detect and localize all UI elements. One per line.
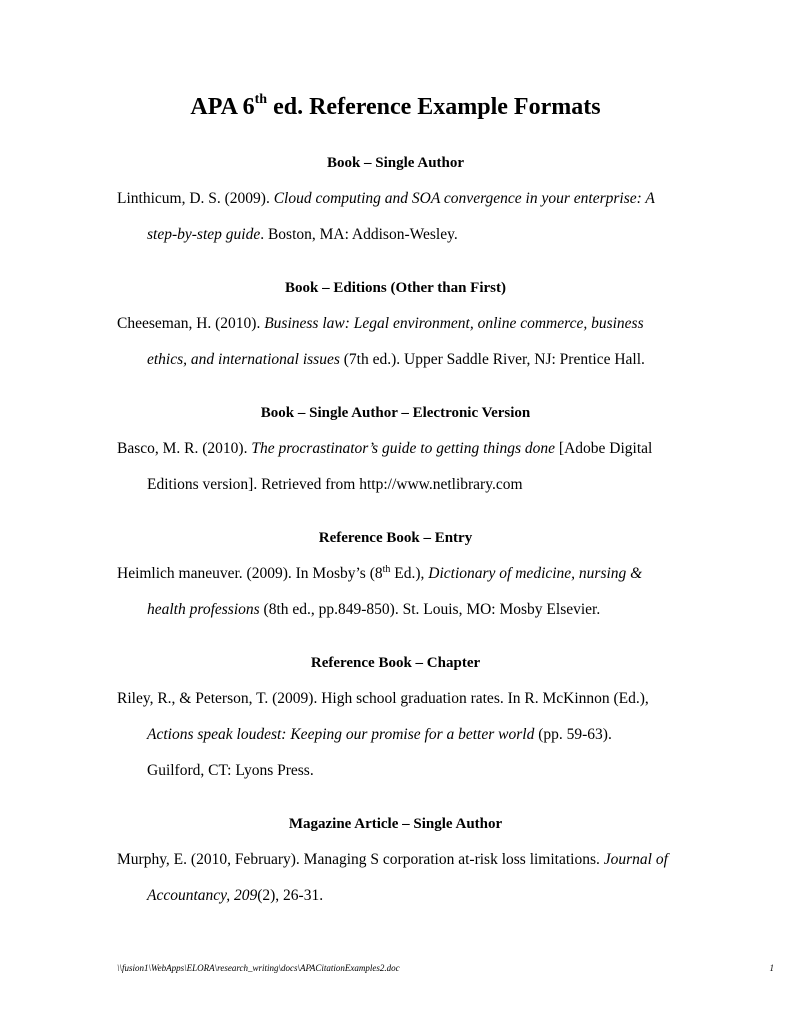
reference-line — [117, 306, 677, 342]
section-heading: Book – Single Author – Electronic Version — [260, 405, 531, 421]
reference-line — [117, 753, 677, 789]
italic-text: Accountancy, 209 — [147, 887, 258, 904]
title-text: APA 6 — [190, 94, 255, 120]
italic-text: Actions speak loudest: Keeping our promise for a better world — [147, 726, 535, 743]
section-heading: Reference Book – Entry — [318, 530, 473, 546]
italic-text: Journal of — [603, 851, 668, 868]
reference-line — [117, 681, 677, 717]
italic-text: The procrastinator’s guide to getting things done — [251, 440, 556, 457]
reference-text: Editions version]. Retrieved from http://www.netlibrary.com — [147, 476, 523, 493]
reference-text: Linthicum, D. S. (2009). — [117, 190, 274, 207]
reference-text: Heimlich maneuver. (2009). In Mosby’s ( — [117, 565, 375, 582]
italic-text: Cloud computing and SOA convergence in your enterprise: A — [273, 190, 655, 207]
reference-line — [117, 467, 677, 503]
reference-line — [117, 717, 677, 753]
reference-text: th — [382, 563, 391, 575]
italic-text: ethics, and international issues — [147, 351, 340, 368]
title-text-rest: ed. Reference Example Formats — [267, 94, 601, 120]
reference-line — [117, 342, 677, 378]
reference-line — [117, 181, 677, 217]
reference-text: Ed.), — [390, 565, 429, 582]
footer-file-path: \\fusion1\WebApps\ELORA\research_writing\docs\APACitationExamples2.doc — [117, 963, 400, 973]
reference-text: Murphy, E. (2010, February). Managing S corporation at-risk loss limitations. — [117, 851, 604, 868]
reference-text: Cheeseman, H. (2010). — [117, 315, 265, 332]
reference-section — [117, 520, 677, 628]
reference-text: (pp. 59-63). — [534, 726, 612, 743]
reference-list — [117, 145, 677, 931]
reference-section — [117, 145, 677, 253]
section-heading: Magazine Article – Single Author — [288, 816, 503, 832]
document-title — [0, 90, 791, 124]
reference-text: [Adobe Digital — [555, 440, 653, 457]
reference-text: (8th ed., pp.849-850). St. Louis, MO: Mosby Elsevier. — [259, 601, 601, 618]
reference-text: Guilford, CT: Lyons Press. — [147, 762, 314, 779]
section-heading: Book – Single Author — [326, 155, 465, 171]
reference-section — [117, 395, 677, 503]
page-number: 1 — [769, 963, 774, 973]
reference-line — [117, 842, 677, 878]
reference-line — [117, 431, 677, 467]
reference-line — [117, 556, 677, 592]
reference-section — [117, 806, 677, 914]
reference-text: Riley, R., & Peterson, T. (2009). High school graduation rates. In R. McKinnon (Ed.), — [117, 690, 649, 707]
italic-text: Business law: Legal environment, online commerce, business — [264, 315, 644, 332]
reference-text: Basco, M. R. (2010). — [117, 440, 252, 457]
reference-section — [117, 270, 677, 378]
italic-text: Dictionary of medicine, nursing & — [428, 565, 643, 582]
reference-line — [117, 217, 677, 253]
italic-text: step-by-step guide — [147, 226, 261, 243]
reference-text: (2), 26-31. — [257, 887, 324, 904]
reference-text: (7th ed.). Upper Saddle River, NJ: Prentice Hall. — [339, 351, 645, 368]
reference-text: 8 — [374, 565, 383, 582]
section-heading: Reference Book – Chapter — [310, 655, 481, 671]
reference-section — [117, 645, 677, 789]
reference-line — [117, 878, 677, 914]
reference-line — [117, 592, 677, 628]
section-heading: Book – Editions (Other than First) — [285, 280, 506, 296]
reference-text: . Boston, MA: Addison-Wesley. — [260, 226, 458, 243]
page-footer — [117, 963, 774, 973]
title-superscript: th — [254, 92, 268, 107]
italic-text: health professions — [147, 601, 260, 618]
